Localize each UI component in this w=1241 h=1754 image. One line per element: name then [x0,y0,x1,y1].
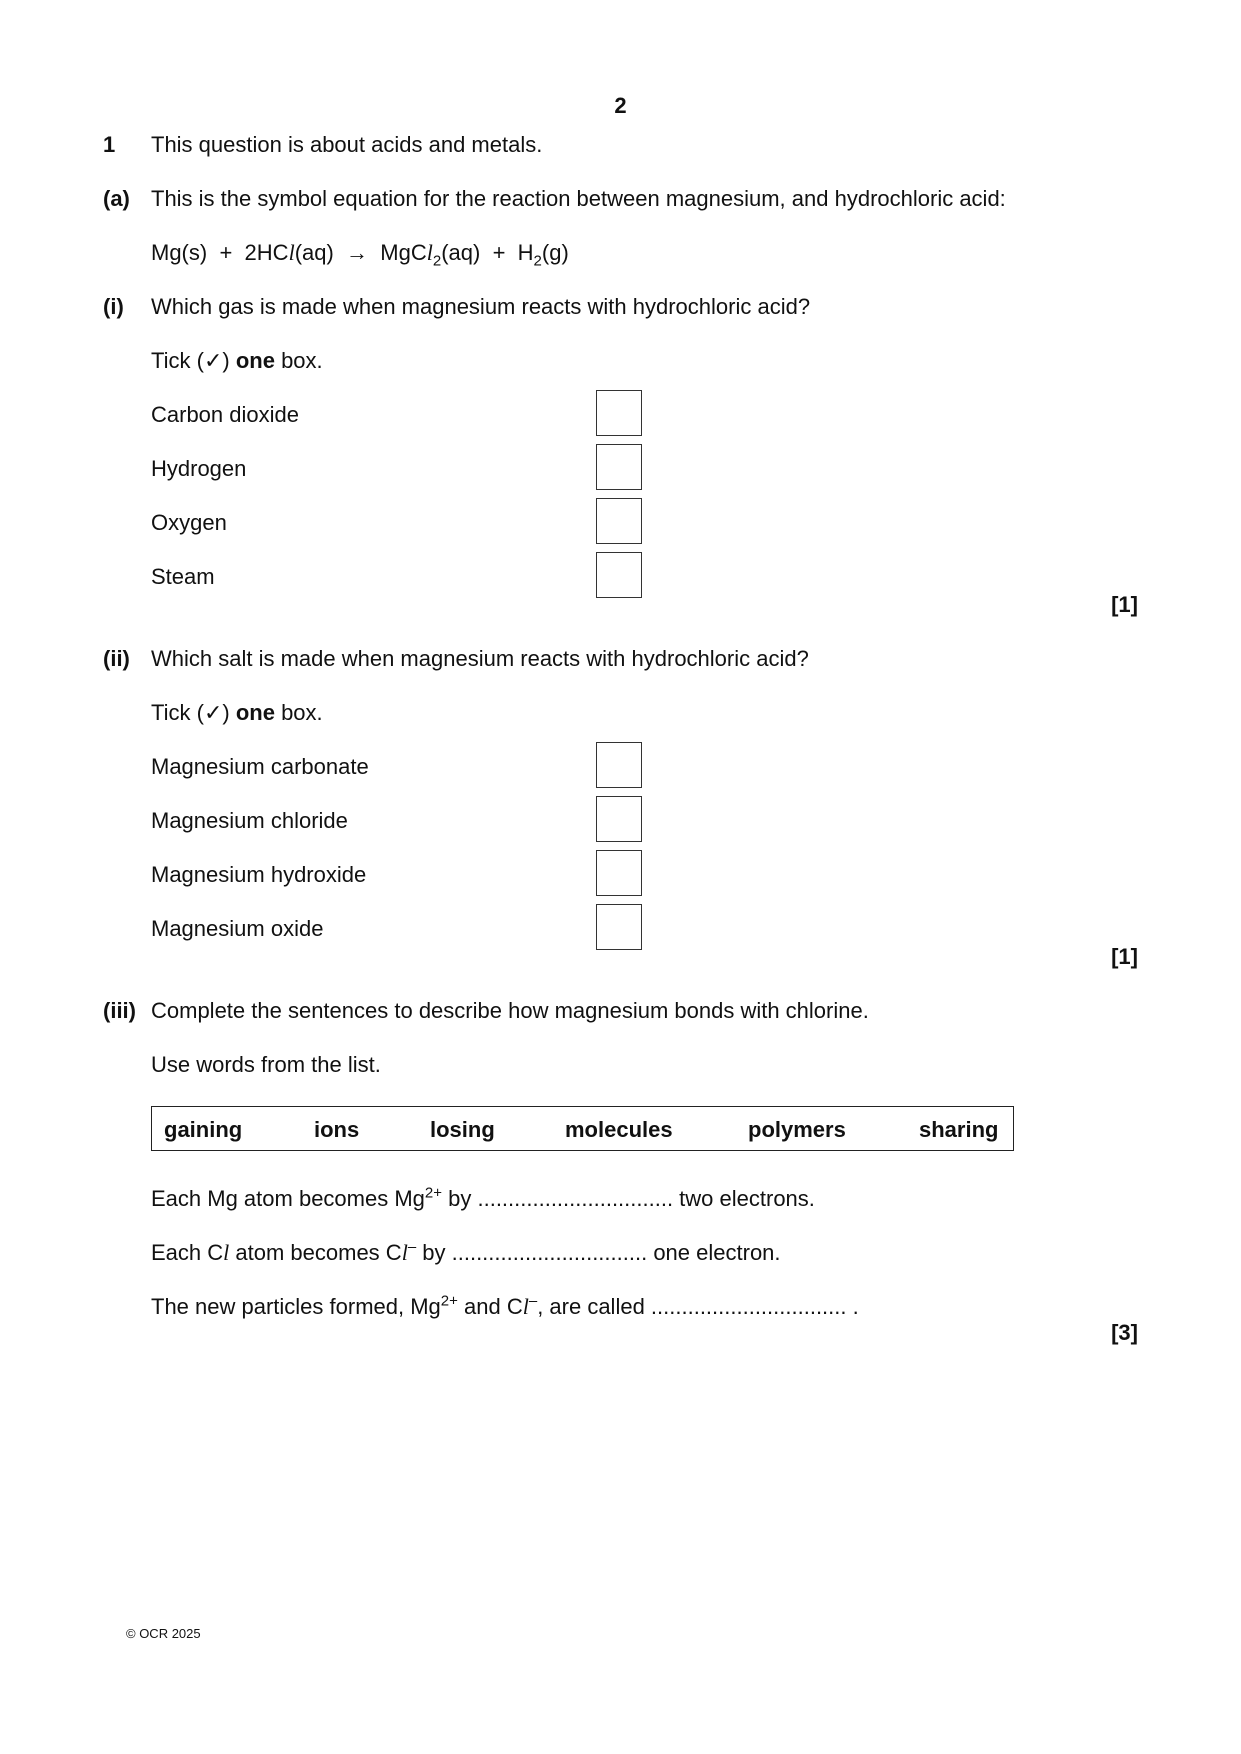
option-magnesium-carbonate: Magnesium carbonate [151,754,369,779]
part-i-tick-instruction: Tick (✓) one box. [151,348,323,373]
option-carbon-dioxide: Carbon dioxide [151,402,299,427]
blank-3: , are called ................................ . [537,1294,859,1319]
tick-box-magnesium-chloride[interactable] [596,796,642,842]
word-molecules: molecules [565,1117,673,1142]
part-a-text: This is the symbol equation for the reaction between magnesium, and hydrochloric acid: [151,186,1006,211]
option-hydrogen: Hydrogen [151,456,247,481]
tick-box-magnesium-oxide[interactable] [596,904,642,950]
blank-1: by ................................ two electrons. [442,1186,815,1211]
part-i-question: Which gas is made when magnesium reacts with hydrochloric acid? [151,294,811,319]
part-a-label: (a) [103,186,130,211]
part-iii-question: Complete the sentences to describe how magnesium bonds with chlorine. [151,998,869,1023]
sentence-particles: The new particles formed, $Mg^{2+}$ and Cl–, are called ................................ . [151,1292,859,1319]
part-i-label: (i) [103,294,124,319]
tick-box-oxygen[interactable] [596,498,642,544]
word-list-box [151,1106,1014,1151]
eq-mgcl2: MgCl$_2$(aq) [380,240,481,270]
eq-plus-1: + [219,240,233,265]
option-magnesium-oxide: Magnesium oxide [151,916,324,941]
part-iii-label: (iii) [103,998,136,1023]
part-ii-question: Which salt is made when magnesium reacts with hydrochloric acid? [151,646,809,671]
part-iii-marks: [3] [1111,1320,1138,1345]
option-steam: Steam [151,564,215,589]
word-ions: ions [314,1117,360,1142]
tick-box-carbon-dioxide[interactable] [596,390,642,436]
word-gaining: gaining [164,1117,243,1142]
eq-h2: $H_2(g)$ [517,240,569,270]
sentence-chlorine: Each Cl atom becomes Cl– by ................................ one electron. [151,1238,781,1265]
part-iii-instruction: Use words from the list. [151,1052,381,1077]
option-magnesium-hydroxide: Magnesium hydroxide [151,862,367,887]
sentence-magnesium: Each Mg atom becomes $Mg^{2+}$ by ................................ two electrons. [151,1184,815,1211]
tick-box-magnesium-carbonate[interactable] [596,742,642,788]
part-ii-tick-instruction: Tick (✓) one box. [151,700,323,725]
word-polymers: polymers [748,1117,846,1142]
tick-box-steam[interactable] [596,552,642,598]
symbol-equation [151,239,569,270]
eq-arrow: → [346,240,369,265]
part-ii-marks: [1] [1111,944,1138,969]
word-sharing: sharing [919,1117,999,1142]
copyright-footer: © OCR 2025 [126,1626,201,1641]
option-oxygen: Oxygen [151,510,227,535]
question-intro: This question is about acids and metals. [151,132,543,157]
option-magnesium-chloride: Magnesium chloride [151,808,348,833]
word-losing: losing [430,1117,495,1142]
tick-box-hydrogen[interactable] [596,444,642,490]
eq-hcl: 2HCl(aq) [244,240,334,265]
part-ii-label: (ii) [103,646,130,671]
eq-plus-2: + [492,240,506,265]
eq-mg: Mg(s) [151,240,208,265]
tick-box-magnesium-hydroxide[interactable] [596,850,642,896]
blank-2: by ................................ one electron. [416,1240,781,1265]
page-number: 2 [614,93,627,118]
question-number: 1 [103,132,116,157]
part-i-marks: [1] [1111,592,1138,617]
